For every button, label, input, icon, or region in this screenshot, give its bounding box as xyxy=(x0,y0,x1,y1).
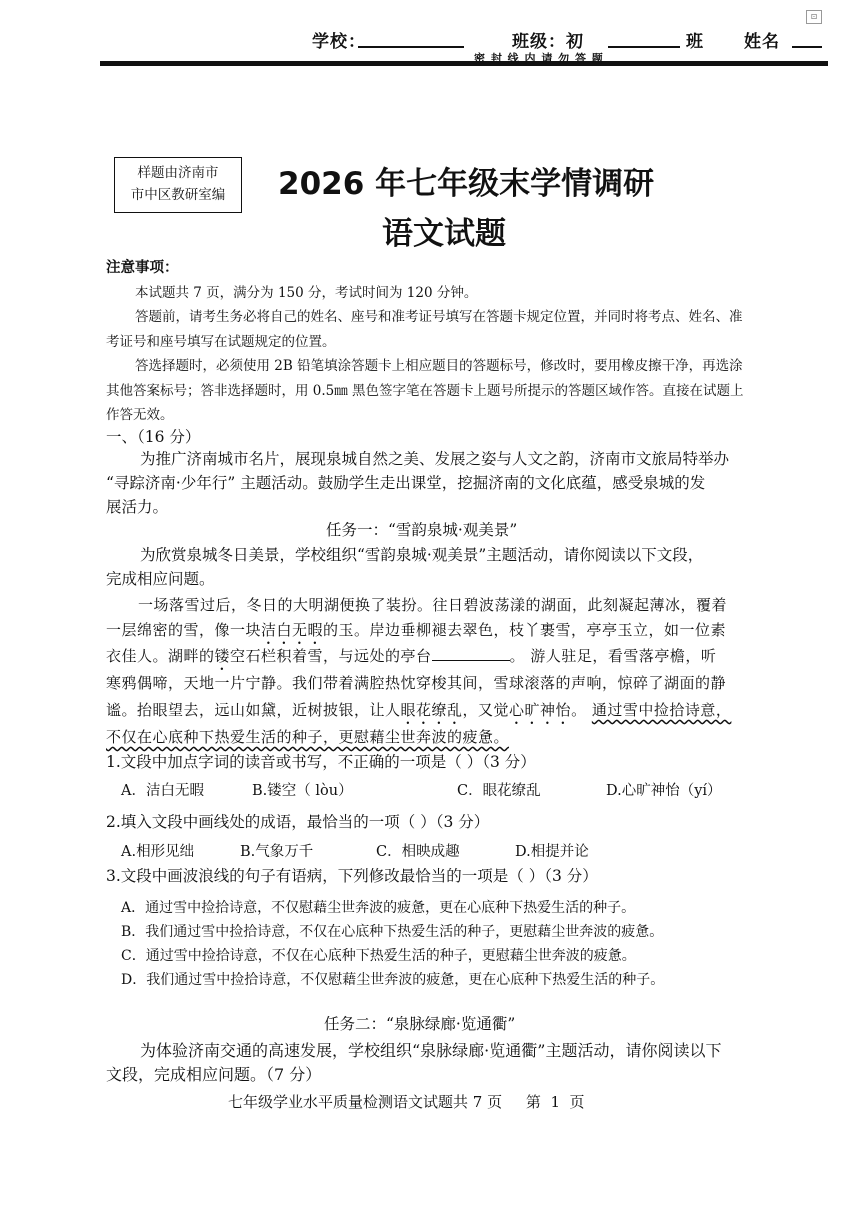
corner-mark: ⊡ xyxy=(806,10,822,24)
q1-option-c[interactable]: C．眼花缭乱 xyxy=(457,783,541,799)
seal-line xyxy=(100,61,828,66)
q3-option-a[interactable]: A．通过雪中捡拾诗意，不仅慰藉尘世奔波的疲惫，更在心底种下热爱生活的种子。 xyxy=(121,900,636,916)
wavy-sentence-part-2: 不仅在心底种下热爱生活的种子，更慰藉尘世奔波的疲惫。 xyxy=(106,728,510,746)
note-2a: 答题前，请考生务必将自己的姓名、座号和准考证号填写在答题卡规定位置，并同时将考点、姓名、准 xyxy=(135,309,743,325)
idiom-blank[interactable] xyxy=(432,647,510,661)
passage-line-5-b: ，又觉 xyxy=(462,701,510,719)
note-1: 本试题共 7 页，满分为 150 分，考试时间为 120 分钟。 xyxy=(135,285,478,301)
note-3a: 答选择题时，必须使用 2B 铅笔填涂答题卡上相应题目的答题标号，修改时，要用橡皮擦干净，再选涂 xyxy=(135,358,743,374)
note-3b: 其他答案标号；答非选择题时，用 0.5㎜ 黑色签字笔在答题卡上题号所提示的答题区域作答。直接在试题上 xyxy=(106,383,744,399)
dotted-char-lou: 镂 xyxy=(214,647,231,665)
passage-line-1: 一场落雪过后，冬日的大明湖便换了装扮。往日碧波荡漾的湖面，此刻凝起薄冰，覆着 xyxy=(138,596,728,614)
passage-line-5-a: 谧。抬眼望去，远山如黛，近树披银，让人 xyxy=(106,701,401,719)
passage-line-3-c: 。 游人驻足，看雪落亭檐，听 xyxy=(509,647,717,665)
exam-subtitle: 语文试题 xyxy=(382,216,506,252)
passage-line-6 xyxy=(106,726,509,747)
task1-intro-2: 完成相应问题。 xyxy=(106,570,215,588)
q1-stem: 1.文段中加点字词的读音或书写，不正确的一项是（ ）（3 分） xyxy=(106,753,536,771)
sample-source-box xyxy=(114,157,242,213)
school-blank[interactable] xyxy=(358,46,464,48)
q3-option-c[interactable]: C．通过雪中捡拾诗意，不仅在心底种下热爱生活的种子，更慰藉尘世奔波的疲惫。 xyxy=(121,948,636,964)
dotted-word-yanhualiaoluan: 眼花缭乱 xyxy=(400,701,463,719)
q1-option-d[interactable]: D.心旷神怡（yí） xyxy=(606,783,722,799)
section1-intro-1: 为推广济南城市名片，展现泉城自然之美、发展之姿与人文之韵，济南市文旅局特举办 xyxy=(140,450,730,468)
notes-heading: 注意事项： xyxy=(106,259,179,276)
passage-line-2-a: 一层绵密的雪，像一块 xyxy=(106,621,262,639)
name-label: 姓名 xyxy=(744,32,780,52)
class-blank[interactable] xyxy=(608,46,680,48)
note-2b: 考证号和座号填写在试题规定的位置。 xyxy=(106,334,336,350)
section1-intro-2: “寻踪济南·少年行” 主题活动。鼓励学生走出课堂，挖掘济南的文化底蕴，感受泉城的发 xyxy=(106,474,706,492)
task2-intro-2: 文段，完成相应问题。（7 分） xyxy=(106,1065,322,1084)
q1-option-b[interactable]: B.镂空（ lòu） xyxy=(252,783,353,799)
q1-option-a[interactable]: A．洁白无暇 xyxy=(121,783,204,799)
q2-option-a[interactable]: A.相形见绌 xyxy=(121,844,195,860)
seal-text: 密 封 线 内 请 勿 答 题 xyxy=(474,52,604,65)
task2-title: 任务二：“泉脉绿廊·览通衢” xyxy=(324,1015,516,1033)
class-suffix: 班 xyxy=(686,32,704,52)
page-footer: 七年级学业水平质量检测语文试题共 7 页 第 1 页 xyxy=(228,1093,585,1111)
note-3c: 作答无效。 xyxy=(106,407,174,423)
passage-line-2-b: 的玉。岸边垂柳褪去翠色，枝丫裹雪，亭亭玉立，如一位素 xyxy=(323,621,727,639)
q3-stem: 3.文段中画波浪线的句子有语病，下列修改最恰当的一项是（ ）（3 分） xyxy=(106,867,598,885)
q2-option-b[interactable]: B.气象万千 xyxy=(240,844,314,860)
q2-stem: 2.填入文段中画线处的成语，最恰当的一项（ ）（3 分） xyxy=(106,813,490,831)
wavy-sentence-part-1: 通过雪中捡拾诗意， xyxy=(591,701,732,719)
sample-source-line1: 样题由济南市 xyxy=(137,165,219,181)
passage-line-3 xyxy=(106,645,716,674)
exam-title: 2026 年七年级末学情调研 xyxy=(278,166,655,202)
passage-line-2 xyxy=(106,619,726,648)
task2-intro-1: 为体验济南交通的高速发展，学校组织“泉脉绿廊·览通衢”主题活动，请你阅读以下 xyxy=(140,1041,722,1060)
passage-line-5-c: 。 xyxy=(571,701,592,719)
school-label: 学校： xyxy=(312,32,366,52)
q3-option-d[interactable]: D．我们通过雪中捡拾诗意，不仅慰藉尘世奔波的疲惫，更在心底种下热爱生活的种子。 xyxy=(121,972,665,988)
q2-option-d[interactable]: D.相提并论 xyxy=(515,844,589,860)
passage-line-4: 寒鸦偶啼，天地一片宁静。我们带着满腔热忱穿梭其间，雪球滚落的声响，惊碎了湖面的静 xyxy=(106,674,727,692)
q3-option-b[interactable]: B．我们通过雪中捡拾诗意，不仅在心底种下热爱生活的种子，更慰藉尘世奔波的疲惫。 xyxy=(121,924,664,940)
name-blank[interactable] xyxy=(792,46,822,48)
class-label: 班级：初 xyxy=(512,32,584,52)
task1-title: 任务一：“雪韵泉城·观美景” xyxy=(326,521,518,539)
dotted-word-jiebaiwuxia: 洁白无暇 xyxy=(261,621,324,639)
section1-intro-3: 展活力。 xyxy=(106,498,169,516)
passage-line-3-b: 空石栏积着雪，与远处的亭台 xyxy=(230,647,432,665)
q2-option-c[interactable]: C．相映成趣 xyxy=(376,844,460,860)
task1-intro-1: 为欣赏泉城冬日美景，学校组织“雪韵泉城·观美景”主题活动，请你阅读以下文段， xyxy=(140,546,704,564)
passage-line-3-a: 衣佳人。湖畔的 xyxy=(106,647,215,665)
sample-source-line2: 市中区教研室编 xyxy=(130,187,226,203)
section1-heading: 一、（16 分） xyxy=(106,428,201,446)
dotted-word-xinkuangshenyi: 心旷神怡 xyxy=(509,701,572,719)
passage-line-5 xyxy=(106,699,731,728)
